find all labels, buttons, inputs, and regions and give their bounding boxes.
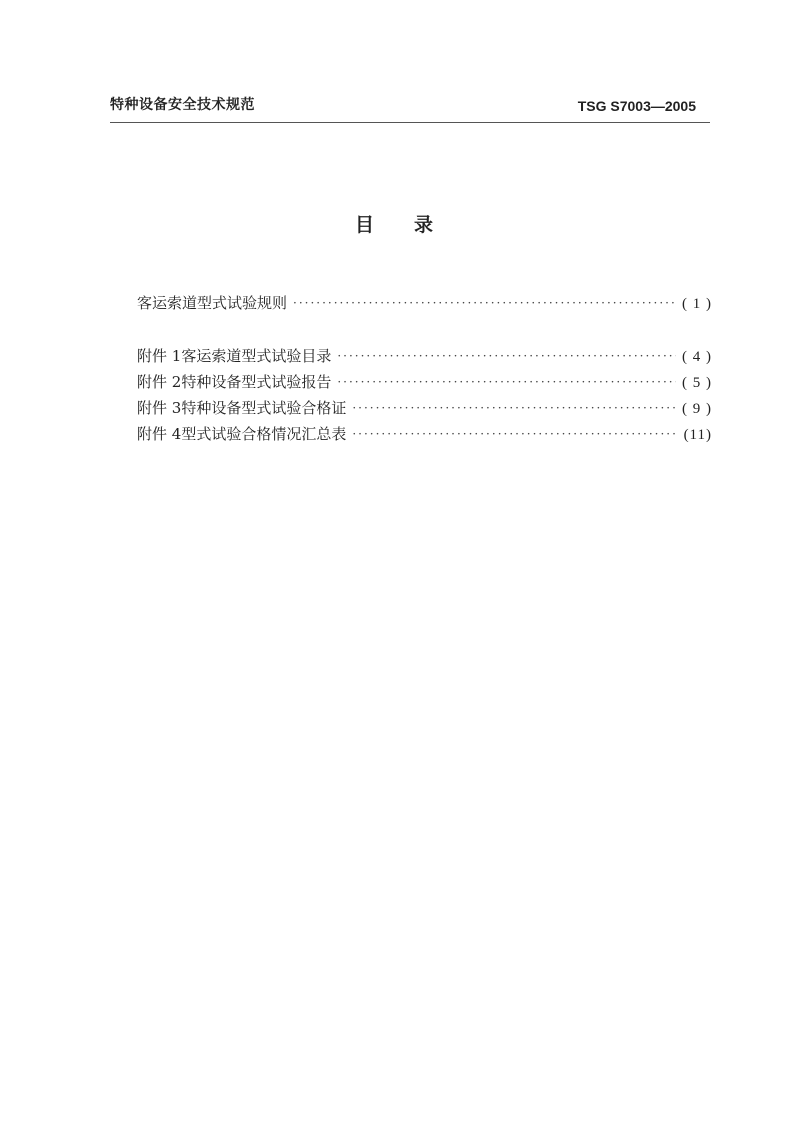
toc-page-number: ( 5 ) xyxy=(682,375,712,391)
toc-dot-leader xyxy=(337,343,676,369)
toc-entry-text: 客运索道型式试验规则 xyxy=(137,294,288,312)
toc-entry-prefix: 附件 4 xyxy=(137,425,182,443)
toc-entry-prefix: 附件 2 xyxy=(137,373,182,391)
toc-entry-appendix-2[interactable] xyxy=(137,369,712,395)
table-of-contents xyxy=(137,290,712,447)
toc-dot-leader xyxy=(293,290,676,316)
toc-page-number: (11) xyxy=(683,427,712,443)
toc-page-number: ( 4 ) xyxy=(682,349,712,365)
toc-page-number: ( 9 ) xyxy=(682,401,712,417)
toc-entry-appendix-3[interactable] xyxy=(137,395,712,421)
toc-page-number: ( 1 ) xyxy=(682,296,712,312)
toc-entry-main[interactable] xyxy=(137,290,712,316)
toc-title: 目录 xyxy=(354,214,473,236)
toc-entry-appendix-1[interactable] xyxy=(137,343,712,369)
toc-entry-text: 客运索道型式试验目录 xyxy=(181,347,332,365)
toc-entry-prefix: 附件 3 xyxy=(137,399,182,417)
toc-entry-text: 型式试验合格情况汇总表 xyxy=(181,425,347,443)
toc-entry-prefix: 附件 1 xyxy=(137,347,182,365)
toc-dot-leader xyxy=(337,369,676,395)
toc-entry-appendix-4[interactable] xyxy=(137,421,712,447)
page-header xyxy=(110,92,710,123)
header-document-code: TSG S7003—2005 xyxy=(577,98,696,114)
toc-entry-text: 特种设备型式试验报告 xyxy=(181,373,332,391)
toc-entry-text: 特种设备型式试验合格证 xyxy=(181,399,347,417)
header-series-title: 特种设备安全技术规范 xyxy=(110,97,255,113)
toc-dot-leader xyxy=(352,421,677,447)
toc-dot-leader xyxy=(352,395,676,421)
